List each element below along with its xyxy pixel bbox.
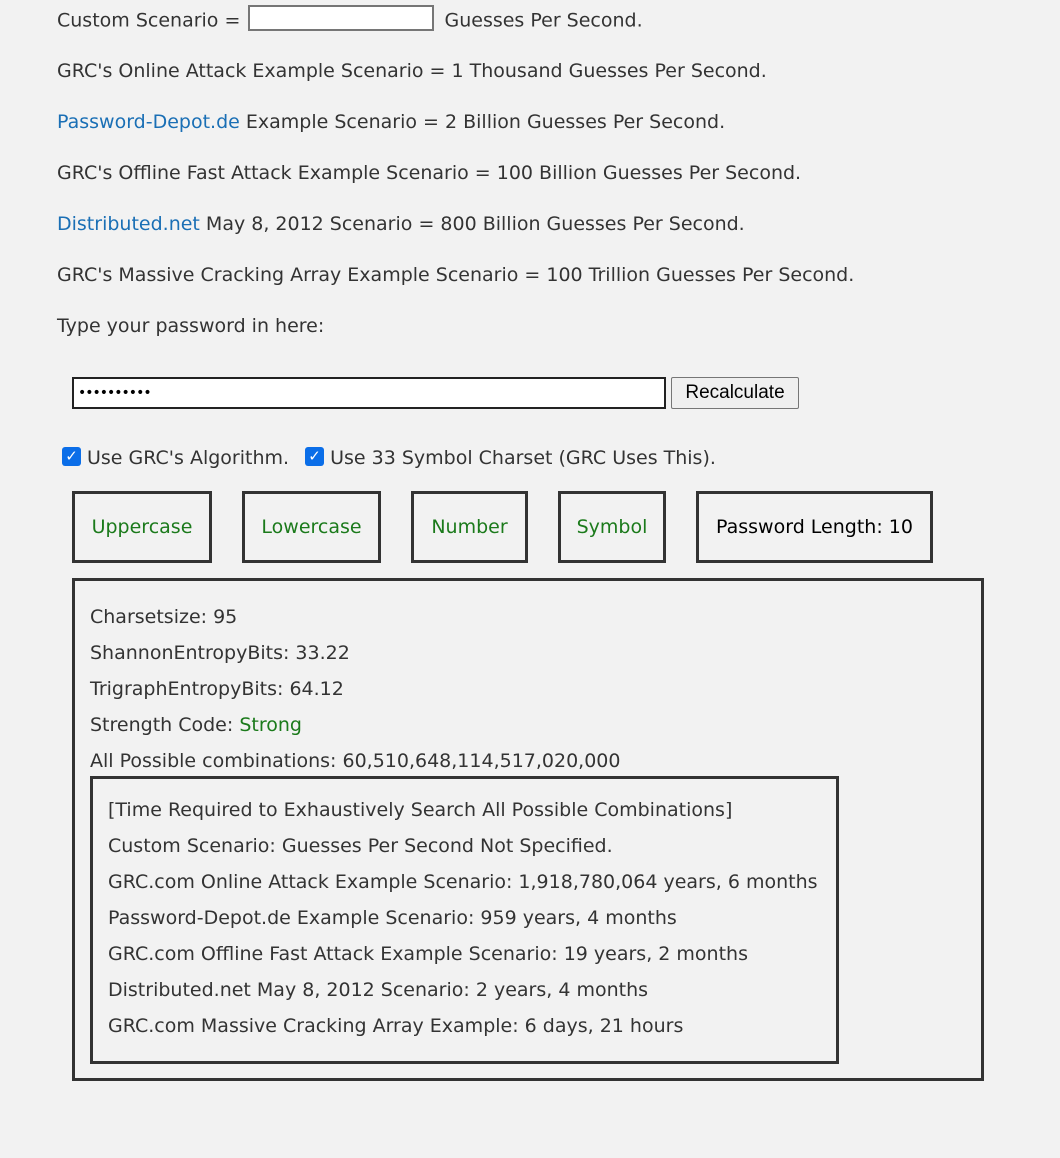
password-depot-link[interactable]: Password-Depot.de <box>57 111 240 133</box>
time-depot: Password-Depot.de Example Scenario: 959 years, 4 months <box>108 907 677 929</box>
number-indicator: Number <box>411 491 528 563</box>
custom-scenario-label: Custom Scenario = <box>57 9 241 32</box>
distributed-scenario-row <box>57 212 745 236</box>
time-custom: Custom Scenario: Guesses Per Second Not Specified. <box>108 835 613 857</box>
algorithm-label[interactable]: Use GRC's Algorithm. <box>87 447 290 469</box>
algorithm-checkbox[interactable]: ✓ <box>62 447 81 466</box>
charset-size: Charsetsize: 95 <box>90 606 238 628</box>
custom-scenario-row <box>57 8 643 34</box>
shannon-entropy: ShannonEntropyBits: 33.22 <box>90 642 350 664</box>
distributed-scenario-text: May 8, 2012 Scenario = 800 Billion Guesses Per Second. <box>205 213 745 235</box>
depot-scenario-row <box>57 110 725 134</box>
possible-combinations: All Possible combinations: 60,510,648,114,517,020,000 <box>90 750 621 772</box>
custom-scenario-input[interactable] <box>248 5 434 31</box>
distributed-net-link[interactable]: Distributed.net <box>57 213 200 235</box>
time-distributed: Distributed.net May 8, 2012 Scenario: 2 years, 4 months <box>108 979 649 1001</box>
trigraph-entropy: TrigraphEntropyBits: 64.12 <box>90 678 344 700</box>
password-length-indicator: Password Length: 10 <box>696 491 933 563</box>
recalculate-button[interactable]: Recalculate <box>671 377 799 409</box>
time-offline: GRC.com Offline Fast Attack Example Scenario: 19 years, 2 months <box>108 943 748 965</box>
charset-label[interactable]: Use 33 Symbol Charset (GRC Uses This). <box>330 447 716 469</box>
strength-code <box>90 713 302 737</box>
online-scenario-text: GRC's Online Attack Example Scenario = 1 Thousand Guesses Per Second. <box>57 60 767 82</box>
time-massive: GRC.com Massive Cracking Array Example: 6 days, 21 hours <box>108 1015 684 1037</box>
time-header: [Time Required to Exhaustively Search All Possible Combinations] <box>108 799 733 821</box>
custom-scenario-suffix: Guesses Per Second. <box>444 9 643 32</box>
depot-scenario-text: Example Scenario = 2 Billion Guesses Per Second. <box>245 111 726 133</box>
time-online: GRC.com Online Attack Example Scenario: 1,918,780,064 years, 6 months <box>108 871 818 893</box>
results-panel <box>72 578 984 1081</box>
massive-scenario-text: GRC's Massive Cracking Array Example Scenario = 100 Trillion Guesses Per Second. <box>57 264 855 286</box>
password-input[interactable] <box>72 377 666 409</box>
strength-label: Strength Code: <box>90 714 234 736</box>
strength-value: Strong <box>239 714 302 736</box>
password-prompt: Type your password in here: <box>57 315 325 337</box>
time-required-panel <box>90 776 839 1064</box>
lowercase-indicator: Lowercase <box>242 491 381 563</box>
symbol-indicator: Symbol <box>558 491 666 563</box>
options-row <box>62 446 726 470</box>
offline-scenario-text: GRC's Offline Fast Attack Example Scenario = 100 Billion Guesses Per Second. <box>57 162 802 184</box>
uppercase-indicator: Uppercase <box>72 491 212 563</box>
charset-checkbox[interactable]: ✓ <box>305 447 324 466</box>
